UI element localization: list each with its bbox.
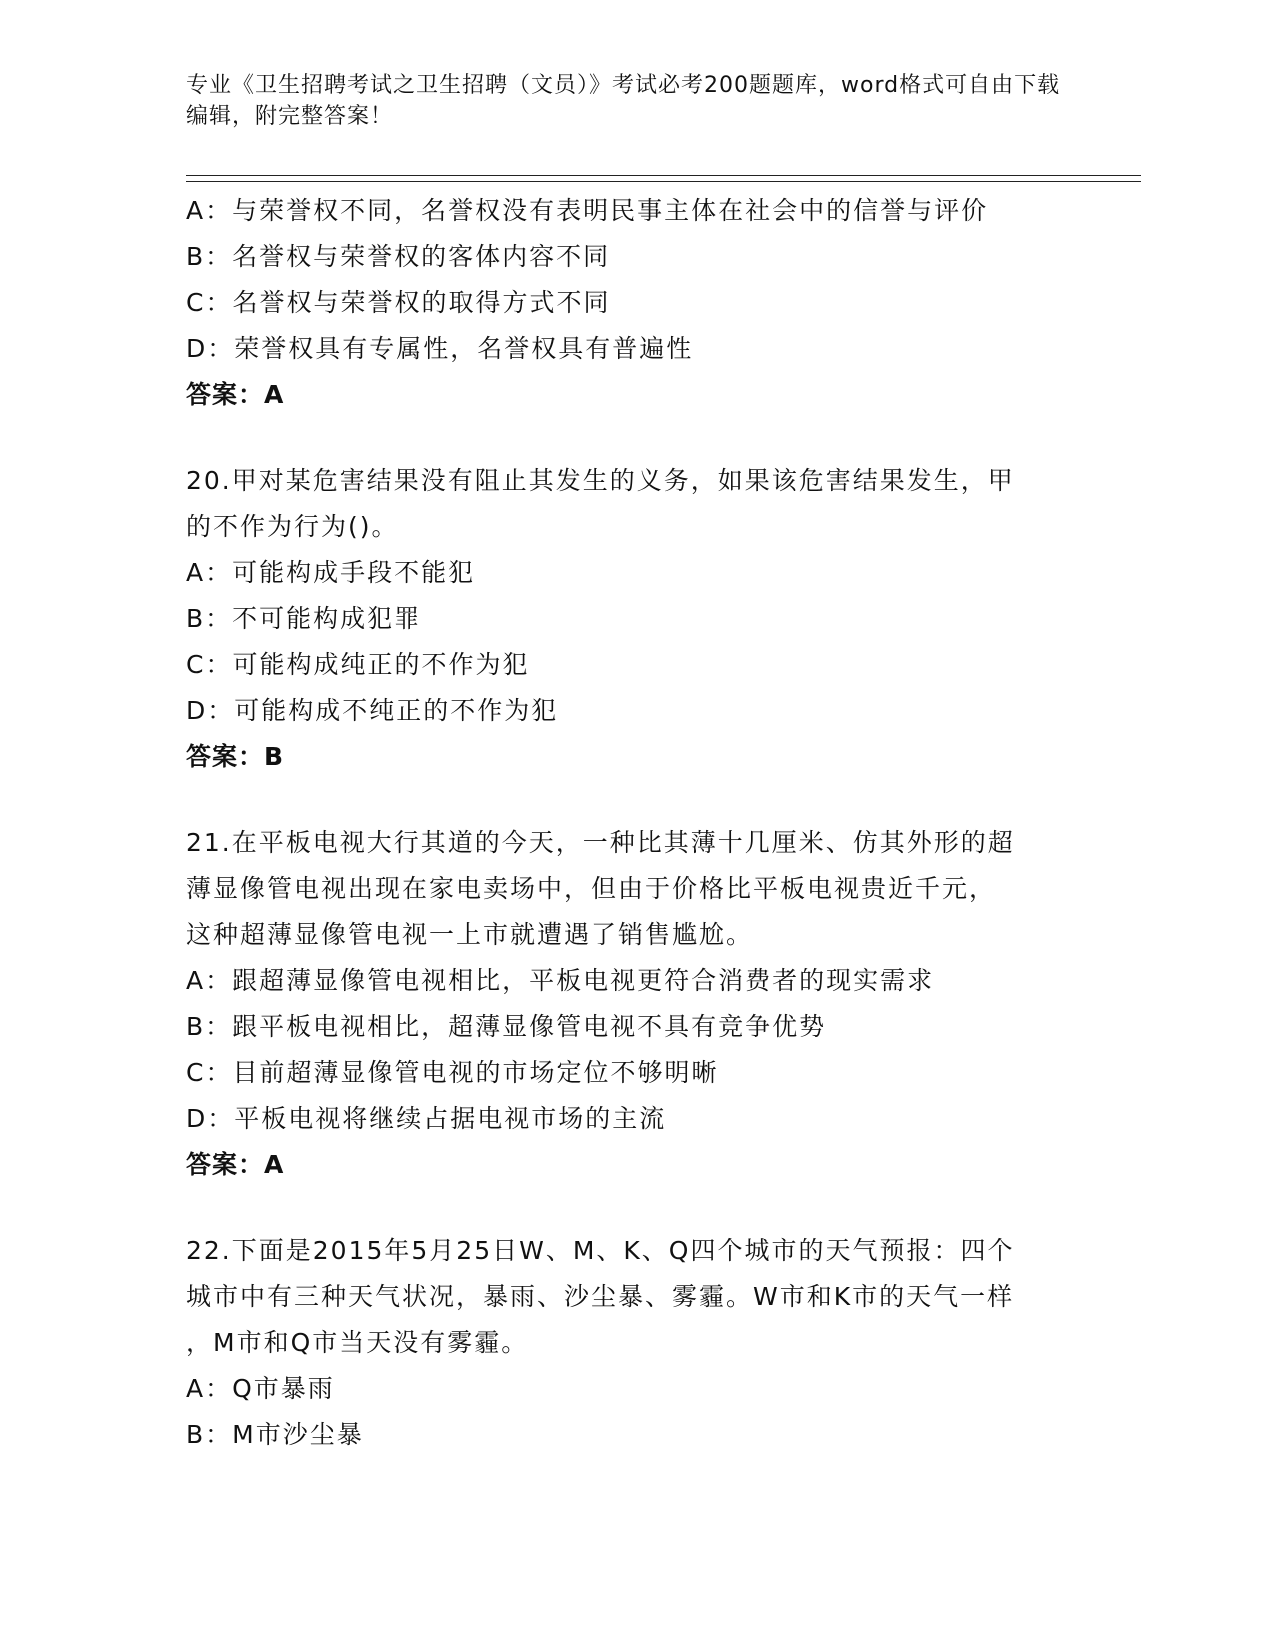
answer-text: 答案：B bbox=[186, 742, 285, 771]
question-stem-line: ，M市和Q市当天没有雾霾。 bbox=[186, 1328, 529, 1357]
question-item bbox=[186, 188, 1086, 418]
question-stem-line: 城市中有三种天气状况，暴雨、沙尘暴、雾霾。W市和K市的天气一样 bbox=[186, 1282, 1015, 1311]
option-d: D：荣誉权具有专属性，名誉权具有普遍性 bbox=[186, 334, 694, 363]
answer-text: 答案：A bbox=[186, 380, 285, 409]
question-stem-line: 的不作为行为()。 bbox=[186, 512, 399, 541]
question-list bbox=[186, 188, 1086, 1458]
option-d: D：平板电视将继续占据电视市场的主流 bbox=[186, 1104, 667, 1133]
answer-text: 答案：A bbox=[186, 1150, 285, 1179]
option-c: C：名誉权与荣誉权的取得方式不同 bbox=[186, 288, 611, 317]
question-item bbox=[186, 1228, 1086, 1458]
option-c: C：目前超薄显像管电视的市场定位不够明晰 bbox=[186, 1058, 719, 1087]
question-stem-line: 这种超薄显像管电视一上市就遭遇了销售尴尬。 bbox=[186, 920, 754, 949]
question-stem-line: 22.下面是2015年5月25日W、M、K、Q四个城市的天气预报：四个 bbox=[186, 1236, 1015, 1265]
question-item bbox=[186, 820, 1086, 1188]
option-d: D：可能构成不纯正的不作为犯 bbox=[186, 696, 559, 725]
option-b: B：不可能构成犯罪 bbox=[186, 604, 422, 633]
document-header: 专业《卫生招聘考试之卫生招聘（文员）》考试必考200题题库，word格式可自由下载编辑，附完整答案！ bbox=[186, 73, 1061, 129]
spacer bbox=[186, 1188, 1086, 1228]
spacer bbox=[186, 418, 1086, 458]
option-a: A：可能构成手段不能犯 bbox=[186, 558, 476, 587]
option-b: B：名誉权与荣誉权的客体内容不同 bbox=[186, 242, 611, 271]
option-c: C：可能构成纯正的不作为犯 bbox=[186, 650, 530, 679]
option-a: A：与荣誉权不同，名誉权没有表明民事主体在社会中的信誉与评价 bbox=[186, 196, 989, 225]
question-item bbox=[186, 458, 1086, 780]
header-divider bbox=[186, 175, 1141, 182]
option-b: B：M市沙尘暴 bbox=[186, 1420, 364, 1449]
option-b: B：跟平板电视相比，超薄显像管电视不具有竞争优势 bbox=[186, 1012, 827, 1041]
option-a: A：Q市暴雨 bbox=[186, 1374, 335, 1403]
question-stem-line: 薄显像管电视出现在家电卖场中，但由于价格比平板电视贵近千元， bbox=[186, 874, 997, 903]
spacer bbox=[186, 780, 1086, 820]
option-a: A：跟超薄显像管电视相比，平板电视更符合消费者的现实需求 bbox=[186, 966, 935, 995]
question-stem-line: 20.甲对某危害结果没有阻止其发生的义务，如果该危害结果发生，甲 bbox=[186, 466, 1015, 495]
question-stem-line: 21.在平板电视大行其道的今天，一种比其薄十几厘米、仿其外形的超 bbox=[186, 828, 1015, 857]
